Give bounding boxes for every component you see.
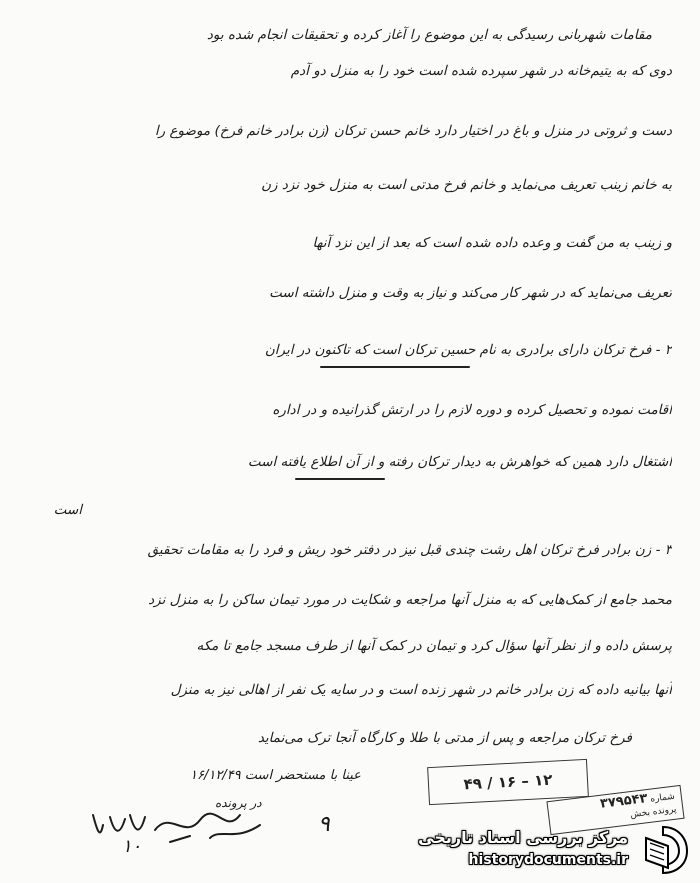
text-line: پرسش داده و از نظر آنها سؤال کرد و تیمان در کمک آنها از طرف مسجد جامع تا مکه <box>196 638 672 654</box>
underline-mark <box>320 366 470 368</box>
text-line: اقامت نموده و تحصیل کرده و دوره لازم را در ارتش گذرانیده و در اداره <box>272 402 672 418</box>
underline-mark <box>295 478 385 480</box>
text-line: دوی که به یتیم‌خانه در شهر سپرده شده است خود را به منزل دو آدم <box>290 63 672 79</box>
text-line: است <box>53 502 82 518</box>
text-line: مقامات شهربانی رسیدگی به این موضوع را آغاز کرده و تحقیقات انجام شده بود <box>206 27 652 43</box>
text-line: فرخ ترکان مراجعه و پس از مدتی با طلا و کارگاه آنجا ترک می‌نماید <box>257 730 632 746</box>
archive-name: مرکز بررسی اسناد تاریخی <box>418 828 628 847</box>
stamp-number-label: شماره <box>649 791 676 805</box>
signature-number-10: ۱۰ <box>122 836 142 857</box>
archive-logo-icon <box>636 824 690 876</box>
text-line: تعریف می‌نماید که در شهر کار می‌کند و نیاز به وقت و منزل داشته است <box>269 285 672 301</box>
text-line: اشتغال دارد همین که خواهرش به دیدار ترکان رفته و از آن اطلاع یافته است <box>247 454 672 470</box>
text-line: به خانم زینب تعریف می‌نماید و خانم فرخ مدتی است به منزل خود نزد زن <box>261 177 672 193</box>
paragraph-3 <box>30 535 672 755</box>
archive-logo <box>418 822 690 878</box>
text-line: ۳ - زن برادر فرخ ترکان اهل رشت چندی قبل نیز در دفتر خود ریش و فرد را به مقامات تحقیق <box>147 542 672 558</box>
paragraph-1 <box>30 20 672 305</box>
signature-number-9: ۹ <box>318 812 330 837</box>
archive-url: historydocuments.ir <box>468 852 628 868</box>
signature-note: عینا با مستحضر است ۱۶/۱۲/۴۹ <box>190 768 361 783</box>
signature-scribble <box>150 800 270 850</box>
text-line: آنها بیانیه داده که زن برادر خانم در شهر زنده است و در سایه یک نفر از اهالی نیز به منزل <box>170 682 672 698</box>
text-line: و زینب به من گفت و وعده داده شده است که بعد از این نزد آنها <box>312 235 672 251</box>
stamp-date-text: ۱۲ – ۱۶ / ۴۹ <box>463 770 553 794</box>
text-line: محمد جامع از کمک‌هایی که به منزل آنها مراجعه و شکایت در مورد تیمان ساکن را به منزل نزد <box>148 592 672 608</box>
signature-sub: در پرونده <box>215 796 262 810</box>
text-line: دست و ثروتی در منزل و باغ در اختیار دارد خانم حسن ترکان (زن برادر خانم فرخ) موضوع را <box>154 123 672 139</box>
stamp-number-value: ۳۷۹۵۴۳ <box>599 791 649 812</box>
initials-scribble <box>85 805 155 850</box>
text-line: ۲ - فرخ ترکان دارای برادری به نام حسین ترکان است که تاکنون در ایران <box>264 342 672 358</box>
paragraph-2 <box>30 335 672 525</box>
stamp-section: پرونده بخش <box>629 804 678 821</box>
